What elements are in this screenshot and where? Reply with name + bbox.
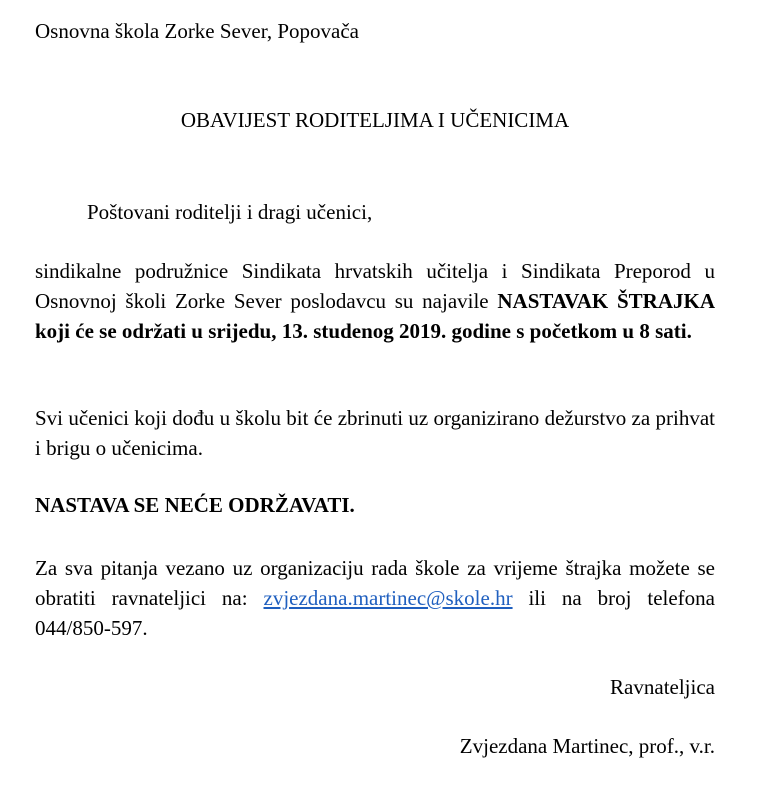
greeting: Poštovani roditelji i dragi učenici, (87, 200, 373, 224)
signature-name: Zvjezdana Martinec, prof., v.r. (459, 734, 715, 758)
school-name: Osnovna škola Zorke Sever, Popovača (35, 19, 359, 43)
email-link[interactable]: zvjezdana.martinec@skole.hr (263, 586, 513, 610)
paragraph-supervision: Svi učenici koji dođu u školu bit će zbrinuti uz organizirano dežurstvo za prihvat i brigu o učenicima. (35, 406, 715, 460)
strike-details-bold: NASTAVAK ŠTRAJKA koji će se održati u srijedu, 13. studenog 2019. godine s početkom u 8 sati. (35, 289, 715, 343)
paragraph-strike-text: sindikalne podružnice Sindikata hrvatskih učitelja i Sindikata Preporod u Osnovnoj školi Zorke Sever poslodavcu su najavile (35, 259, 715, 313)
contact-text-after: ili na broj telefona 044/850-597. (35, 586, 715, 640)
signature-role: Ravnateljica (610, 675, 715, 699)
no-classes-notice: NASTAVA SE NEĆE ODRŽAVATI. (35, 493, 355, 517)
paragraph-strike-announcement (35, 256, 715, 346)
contact-text-before: Za sva pitanja vezano uz organizaciju rada škole za vrijeme štrajka možete se obratiti ravnateljici na: (35, 556, 715, 610)
paragraph-contact (35, 553, 715, 643)
document-title: OBAVIJEST RODITELJIMA I UČENICIMA (180, 108, 570, 132)
